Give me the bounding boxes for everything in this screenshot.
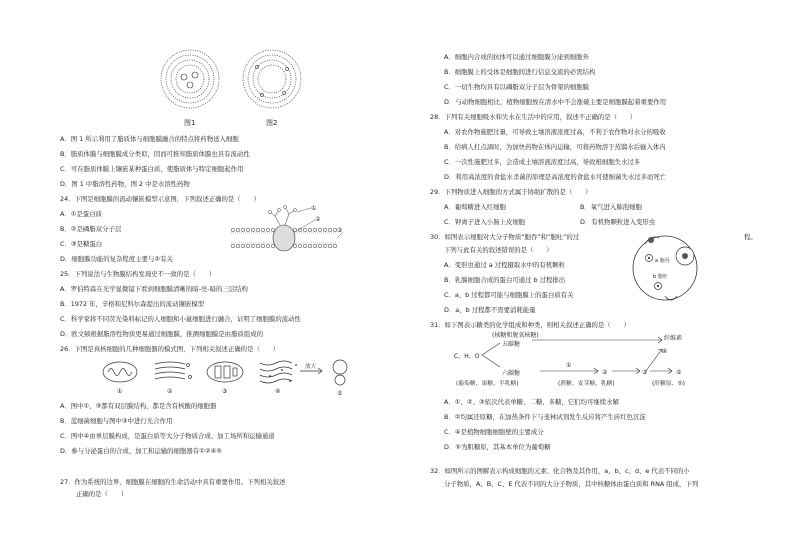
q27-stem-line2: 正确的是（ ） <box>76 490 128 498</box>
q26-stem: 26．下图是真核细胞的几种细胞器的模式图，下列相关叙述正确的是（ ） <box>60 345 280 353</box>
six-carbon-sugar: 六碳糖 <box>502 370 521 377</box>
five-carbon-top: (核糖和脱氧核糖) <box>492 332 539 339</box>
ribosome-small <box>335 375 345 385</box>
q26-option-b: B．蓝细菌细胞与图中③中进行光合作用 <box>60 417 173 425</box>
q29-option-d: D．有机物颗粒进入变形虫 <box>580 218 656 226</box>
q29-option-b: B．氧气进入肺泡细胞 <box>580 203 642 211</box>
q28-stem: 28．下列有关细胞吸水和失水在生活中的应用，叙述不正确的是（ ） <box>430 113 637 121</box>
cellulose: 纤维素 <box>664 335 683 342</box>
q25-option-a: A．罗伯特森在光学显微镜下看到细胞膜清晰的暗-亮-暗的三层结构 <box>60 285 248 293</box>
diagram-num-1: ① <box>566 362 572 369</box>
q31-option-c: C．④是植物细胞细胞壁的主要成分 <box>444 428 544 436</box>
q30-option-b: B．乳腺细胞合成的蛋白可通过 b 过程排出 <box>444 276 566 284</box>
q28-option-d: D．利用高浓度的食盐水杀菌的原理是高浓度的食盐水可使细菌失水过多而死亡 <box>444 173 667 181</box>
q24-option-d: D．细胞膜功能的复杂程度主要与②有关 <box>60 255 173 263</box>
q31-stem: 31．如下图表示糖类的化学组成和种类，则相关叙述正确的是（ ） <box>430 321 630 329</box>
membrane-label-1: ① <box>311 205 317 212</box>
q30-option-a: A．变形虫通过 a 过程摄取水中的有机颗粒 <box>444 261 565 269</box>
organelle-label-4: ④ <box>275 388 281 395</box>
q27-option-c: C．一切生物均具有以磷脂双分子层为骨架的细胞膜 <box>444 83 590 91</box>
cho-elements: C、H、O <box>454 353 480 360</box>
chloroplast <box>207 362 243 382</box>
q25-option-c: C．科学家将不同荧光染料标记的人细胞和小鼠细胞进行融合，证明了细胞膜的流动性 <box>60 315 301 323</box>
q27-option-b: B．细胞膜上的受体是细胞间进行信息交流的必需结构 <box>444 68 596 76</box>
q26-option-a: A．图中①、③都有双层膜结构，都是含有核酸的细胞器 <box>60 402 217 410</box>
polysaccharides: (肝糖原、⑤) <box>652 381 685 387</box>
q25-stem: 25．下列说法与生物膜结构发现史不一致的是（ ） <box>60 270 216 278</box>
endocytosis-cell-figure <box>625 226 705 306</box>
carbohydrate-diagram <box>440 331 770 393</box>
q29-option-a: A．葡萄糖进入红细胞 <box>444 203 506 211</box>
liposome-2 <box>243 50 301 108</box>
q24-option-b: B．②是磷脂双分子层 <box>60 225 122 233</box>
q30-option-d: D．a、b 过程都不需要消耗能量 <box>444 306 536 314</box>
q24-option-a: A．①是蛋白质 <box>60 210 103 218</box>
q31-option-b: B．②均属还原糖，在加热条件下与斐林试剂发生反应将产生砖红色沉淀 <box>444 413 646 421</box>
diagram-num-4: ④ <box>662 348 668 355</box>
q23-option-a: A．图 1 所示利用了脂质体与细胞膜融合的特点将药物送入细胞 <box>60 135 239 143</box>
diagram-num-5: ⑤ <box>676 369 682 376</box>
organelle-label-3: ③ <box>222 388 228 395</box>
monosaccharides: (葡萄糖、果糖、半乳糖) <box>456 381 519 387</box>
q26-option-d: D．参与分泌蛋白的合成、加工和运输的细胞器有①②④⑤ <box>60 447 223 455</box>
q32-stem-line1: 32．如图所示的图解表示构成细胞的元素、化合物及其作用，a、b、c、d、e 代表不同的小 <box>430 467 690 475</box>
organelles-figure <box>100 357 390 397</box>
membrane-label-3: ③ <box>337 227 343 234</box>
q29-option-c: C．钾离子进入小肠上皮细胞 <box>444 218 526 226</box>
q24-option-c: C．③是糖蛋白 <box>60 240 103 248</box>
q23-option-b: B．脂质体膜与细胞膜成分类似，因而可推知脂质体膜也具有流动性 <box>60 150 250 158</box>
organelle-label-2: ② <box>167 388 173 395</box>
fig2-caption: 图2 <box>266 119 278 127</box>
membrane-model-figure <box>225 202 345 254</box>
liposome-1 <box>161 50 219 108</box>
q26-option-c: C．图中④由单层膜构成，是蛋白质等大分子物质合成、加工场所和运输通道 <box>60 432 275 440</box>
liposome-figure <box>150 47 310 127</box>
q23-option-d: D．图 1 中脂溶性药物，图 2 中是水溶性药物 <box>60 180 190 188</box>
q27-option-a: A．细胞内合成的抗体可以通过细胞膜分泌到细胞外 <box>444 53 589 61</box>
diagram-num-2: ② <box>602 369 608 376</box>
q31-option-d: D．⑤为肌糖原，其基本单位为葡萄糖 <box>444 443 551 451</box>
golgi <box>155 362 192 379</box>
q28-option-b: B．给病人打点滴时，为加快药物在体内运输，可将药物溶于蒸馏水后输入体内 <box>444 143 666 151</box>
membrane-label-2: ② <box>315 216 321 223</box>
q32-stem-line2: 分子物质，A、B、C、E 代表不同的大分子物质，其中核糖体由蛋白质和 RNA 组成，下列 <box>444 480 699 488</box>
q28-option-c: C．一次性施肥过多，会造成土壤溶液浓度过高，导致根细胞失水过多 <box>444 158 641 166</box>
disaccharides: (蔗糖、麦芽糖、乳糖) <box>558 381 615 387</box>
q24-stem: 24．下图是细胞膜的流动镶嵌模型示意图，下列叙述正确的是（ ） <box>60 195 260 203</box>
q28-option-a: A．对农作物施肥过量，可导致土壤溶液浓度过高，不利于农作物对水分的吸收 <box>444 128 666 136</box>
diagram-num-3: ③ <box>642 369 648 376</box>
q30-stem-line1-end: 程。 <box>744 233 757 241</box>
endoplasmic-reticulum <box>260 361 292 383</box>
label-exocytosis: b 胞吐 <box>653 274 668 280</box>
ribosome-large <box>333 360 347 374</box>
fig1-caption: 图1 <box>184 119 196 127</box>
q30-stem-line1: 30．如图表示细胞对大分子物质“胞吞”和“胞吐”的过 <box>430 233 580 241</box>
zoom-label: 放大 <box>305 364 317 370</box>
q30-stem-line2: 下列与此有关的叙述错误的是（ ） <box>444 246 553 254</box>
organelle-label-5: ⑤ <box>337 390 343 397</box>
q31-option-a: A．①、②、③依次代表单糖、二糖、多糖，它们均可继续水解 <box>444 398 619 406</box>
q27-option-d: D．与动物细胞相比，植物细胞放在清水中不会涨破主要是细胞膜起着重要作用 <box>444 98 667 106</box>
q25-option-d: D．欧文顿根据脂溶性物质更易通过细胞膜，推测细胞膜是由脂质组成的 <box>60 330 264 338</box>
q30-option-c: C．a、b 过程都可能与细胞膜上的蛋白质有关 <box>444 291 574 299</box>
q27-stem-line1: 27．作为系统的边界，细胞膜在细胞的生命活动中具有重要作用。下列相关叙述 <box>60 478 286 486</box>
q29-stem: 29．下列物质进入细胞的方式属于协助扩散的是（ ） <box>430 188 592 196</box>
label-endocytosis: a 胞吞 <box>655 258 670 264</box>
q25-option-b: B．1972 年，辛格和尼科尔森提出的流动镶嵌模型 <box>60 300 205 308</box>
q23-option-c: C．可在脂质体膜上镶嵌某种蛋白质，使脂质体与特定细胞起作用 <box>60 165 244 173</box>
five-carbon-sugar: 五碳糖 <box>502 341 521 348</box>
organelle-label-1: ① <box>117 388 123 395</box>
